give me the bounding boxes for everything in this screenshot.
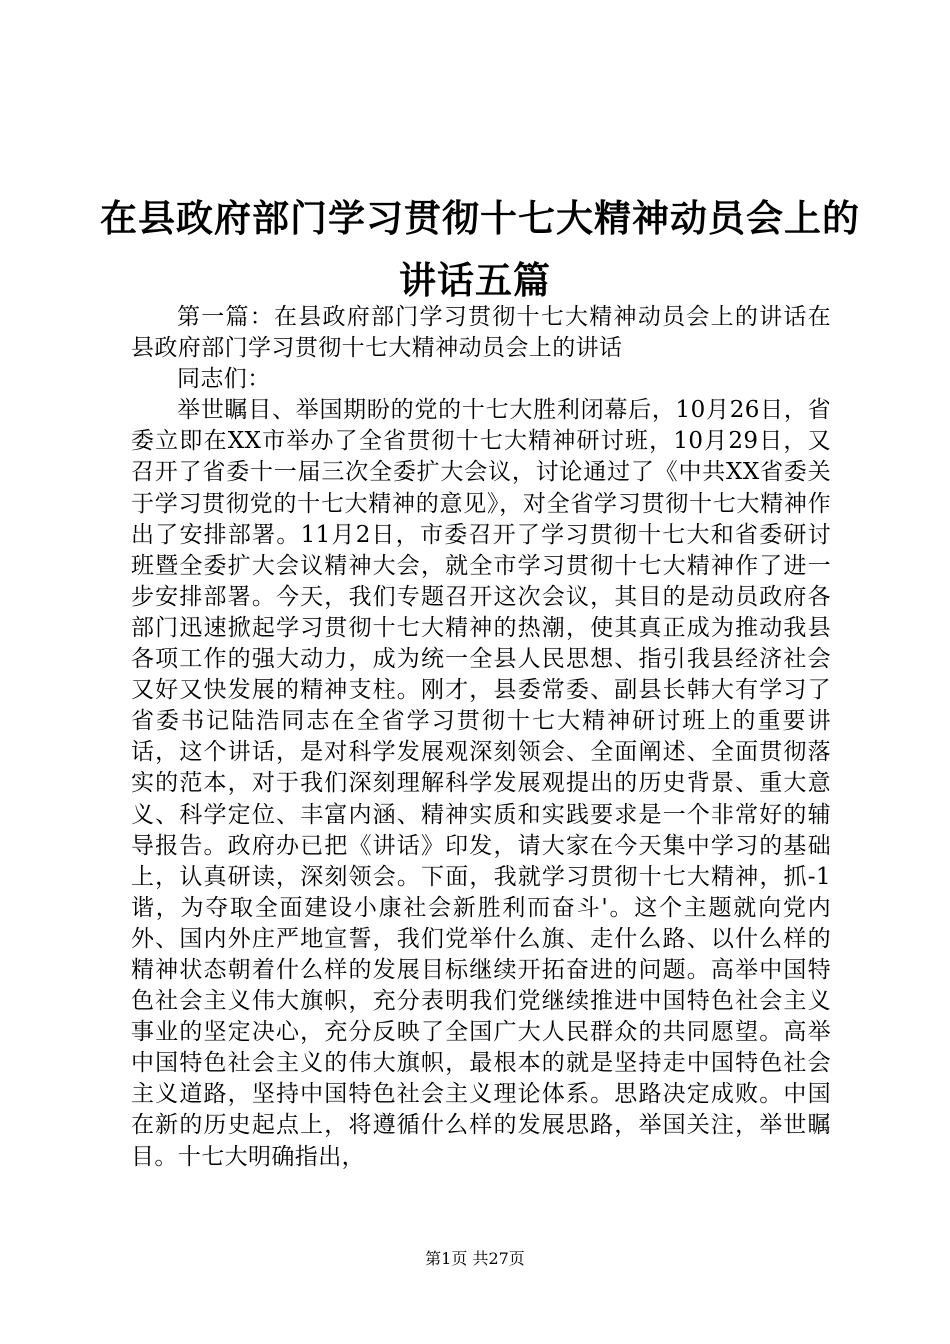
page-footer: 第1页 共27页 xyxy=(425,1249,525,1268)
document-title-line-2: 讲话五篇 xyxy=(399,259,551,302)
document-body xyxy=(131,302,831,1173)
paragraph-chapter-heading: 第一篇：在县政府部门学习贯彻十七大精神动员会上的讲话在县政府部门学习贯彻十七大精神动员会上的讲话 xyxy=(131,304,831,362)
document-title-line-1: 在县政府部门学习贯彻十七大精神动员会上的 xyxy=(100,197,860,240)
paragraph-salutation: 同志们： xyxy=(177,366,271,393)
paragraph-main: 举世瞩目、举国期盼的党的十七大胜利闭幕后，10月26日，省委立即在XX市举办了全省贯彻十七大精神研讨班，10月29日，又召开了省委十一届三次全委扩大会议，讨论通过了《中共XX省委关于学习贯彻党的十七大精神的意见》，对全省学习贯彻十七大精神作出了安排部署。11月2日，市委召开了学习贯彻十七大和省委研讨班暨全委扩大会议精神大会，就全市学习贯彻十七大精神作了进一步安排部署。今天，我们专题召开这次会议，其目的是动员政府各部门迅速掀起学习贯彻十七大精神的热潮，使其真正成为推动我县各项工作的强大动力，成为统一全县人民思想、指引我县经济社会又好又快发展的精神支柱。刚才，县委常委、副县长韩大有学习了省委书记陆浩同志在全省学习贯彻十七大精神研讨班上的重要讲话，这个讲话，是对科学发展观深刻领会、全面阐述、全面贯彻落实的范本，对于我们深刻理解科学发展观提出的历史背景、重大意义、科学定位、丰富内涵、精神实质和实践要求是一个非常好的辅导报告。政府办已把《讲话》印发，请大家在今天集中学习的基础上，认真研读，深刻领会。下面，我就学习贯彻十七大精神，抓-1谐，为夺取全面建设小康社会新胜利而奋斗'。这个主题就向党内外、国内外庄严地宣誓，我们党举什么旗、走什么路、以什么样的精神状态朝着什么样的发展目标继续开拓奋进的问题。高举中国特色社会主义伟大旗帜，充分表明我们党继续推进中国特色社会主义事业的坚定决心，充分反映了全国广大人民群众的共同愿望。高举中国特色社会主义的伟大旗帜，最根本的就是坚持走中国特色社会主义道路，坚持中国特色社会主义理论体系。思路决定成败。中国在新的历史起点上，将遵循什么样的发展思路，举国关注，举世瞩目。十七大明确指出， xyxy=(131,397,831,1170)
